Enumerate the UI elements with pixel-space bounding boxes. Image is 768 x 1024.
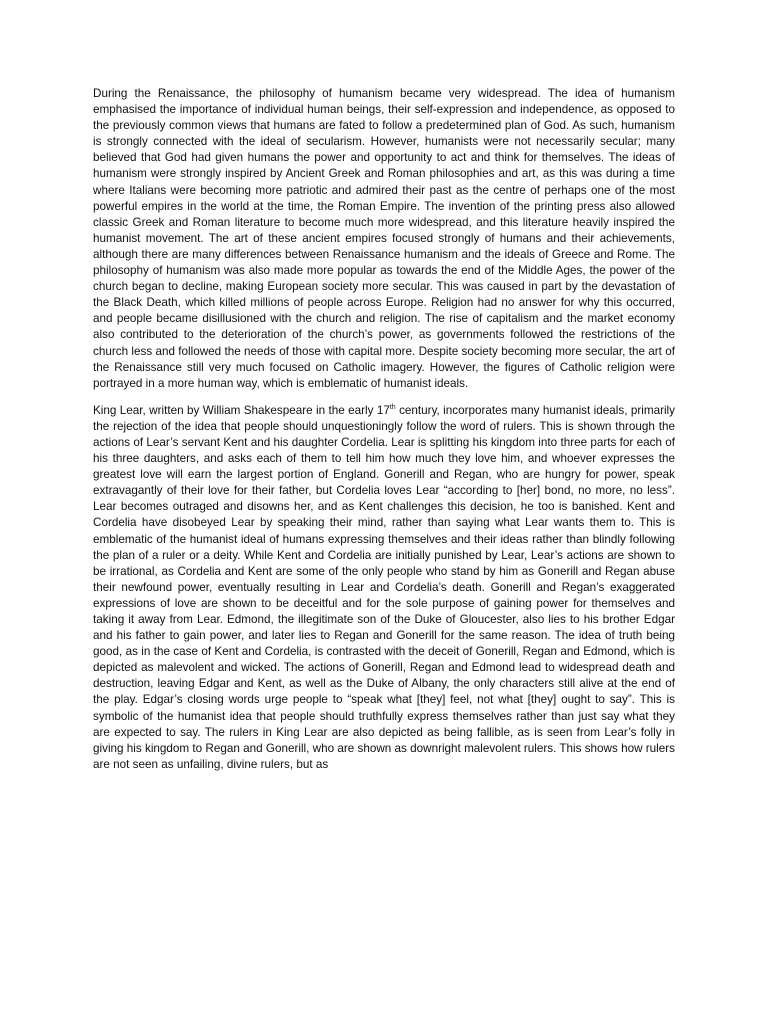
paragraph-king-lear-intro: King Lear, written by William Shakespeare in the early 17 bbox=[93, 403, 390, 417]
ordinal-suffix: th bbox=[389, 403, 396, 411]
paragraph-king-lear bbox=[93, 403, 675, 773]
document-body bbox=[93, 86, 675, 773]
paragraph-humanism: During the Renaissance, the philosophy of humanism became very widespread. The idea of humanism emphasised the importance of individual human beings, their self-expression and independence, as opposed to the previously common views that humans are fated to follow a predetermined plan of God. As such, humanism is strongly connected with the ideal of secularism. However, humanists were not necessarily secular; many believed that God had given humans the power and opportunity to act and think for themselves. The ideas of humanism were strongly inspired by Ancient Greek and Roman philosophies and art, as this was during a time where Italians were becoming more patriotic and admired their past as the centre of perhaps one of the most powerful empires in the world at the time, the Roman Empire. The invention of the printing press also allowed classic Greek and Roman literature to become much more widespread, and this literature heavily inspired the humanist movement. The art of these ancient empires focused strongly of humans and their achievements, although there are many differences between Renaissance humanism and the ideals of Greece and Rome. The philosophy of humanism was also made more popular as towards the end of the Middle Ages, the power of the church began to decline, making European society more secular. This was caused in part by the devastation of the Black Death, which killed millions of people across Europe. Religion had no answer for why this occurred, and people became disillusioned with the church and religion. The rise of capitalism and the market economy also contributed to the deterioration of the church’s power, as governments followed the restrictions of the church less and followed the needs of those with capital more. Despite society becoming more secular, the art of the Renaissance still very much focused on Catholic imagery. However, the figures of Catholic religion were portrayed in a more human way, which is emblematic of humanist ideals. bbox=[93, 87, 675, 390]
paragraph-king-lear-body: century, incorporates many humanist ideals, primarily the rejection of the idea that people should unquestioningly follow the word of rulers. This is shown through the actions of Lear’s servant Kent and his daughter Cordelia. Lear is splitting his kingdom into three parts for each of his three daughters, and asks each of them to tell him how much they love him, and whoever expresses the greatest love will earn the largest portion of England. Gonerill and Regan, who are hungry for power, speak extravagantly of their love for their father, but Cordelia loves Lear “according to [her] bond, no more, no less”. Lear becomes outraged and disowns her, and as Kent challenges this decision, he too is banished. Kent and Cordelia have disobeyed Lear by speaking their mind, rather than saying what Lear wants them to. This is emblematic of the humanist ideal of humans expressing themselves and their ideas rather than blindly following the plan of a ruler or a deity. While Kent and Cordelia are initially punished by Lear, Lear’s actions are shown to be irrational, as Cordelia and Kent are some of the only people who stand by him as Gonerill and Regan abuse their newfound power, eventually resulting in Lear and Cordelia’s death. Gonerill and Regan’s exaggerated expressions of love are shown to be deceitful and for the sole purpose of gaining power for themselves and taking it away from Lear. Edmond, the illegitimate son of the Duke of Gloucester, also lies to his brother Edgar and his father to gain power, and later lies to Regan and Gonerill for the same reason. The idea of truth being good, as in the case of Kent and Cordelia, is contrasted with the deceit of Gonerill, Regan and Edmond, which is depicted as malevolent and wicked. The actions of Gonerill, Regan and Edmond lead to widespread death and destruction, leaving Edgar and Kent, as well as the Duke of Albany, the only characters still alive at the end of the play. Edgar’s closing words urge people to “speak what [they] feel, not what [they] ought to say”. This is symbolic of the humanist idea that people should truthfully express themselves rather than just say what they are expected to say. The rulers in King Lear are also depicted as being fallible, as is seen from Lear’s folly in giving his kingdom to Regan and Gonerill, who are shown as downright malevolent rulers. This shows how rulers are not seen as unfailing, divine rulers, but as bbox=[93, 403, 675, 771]
